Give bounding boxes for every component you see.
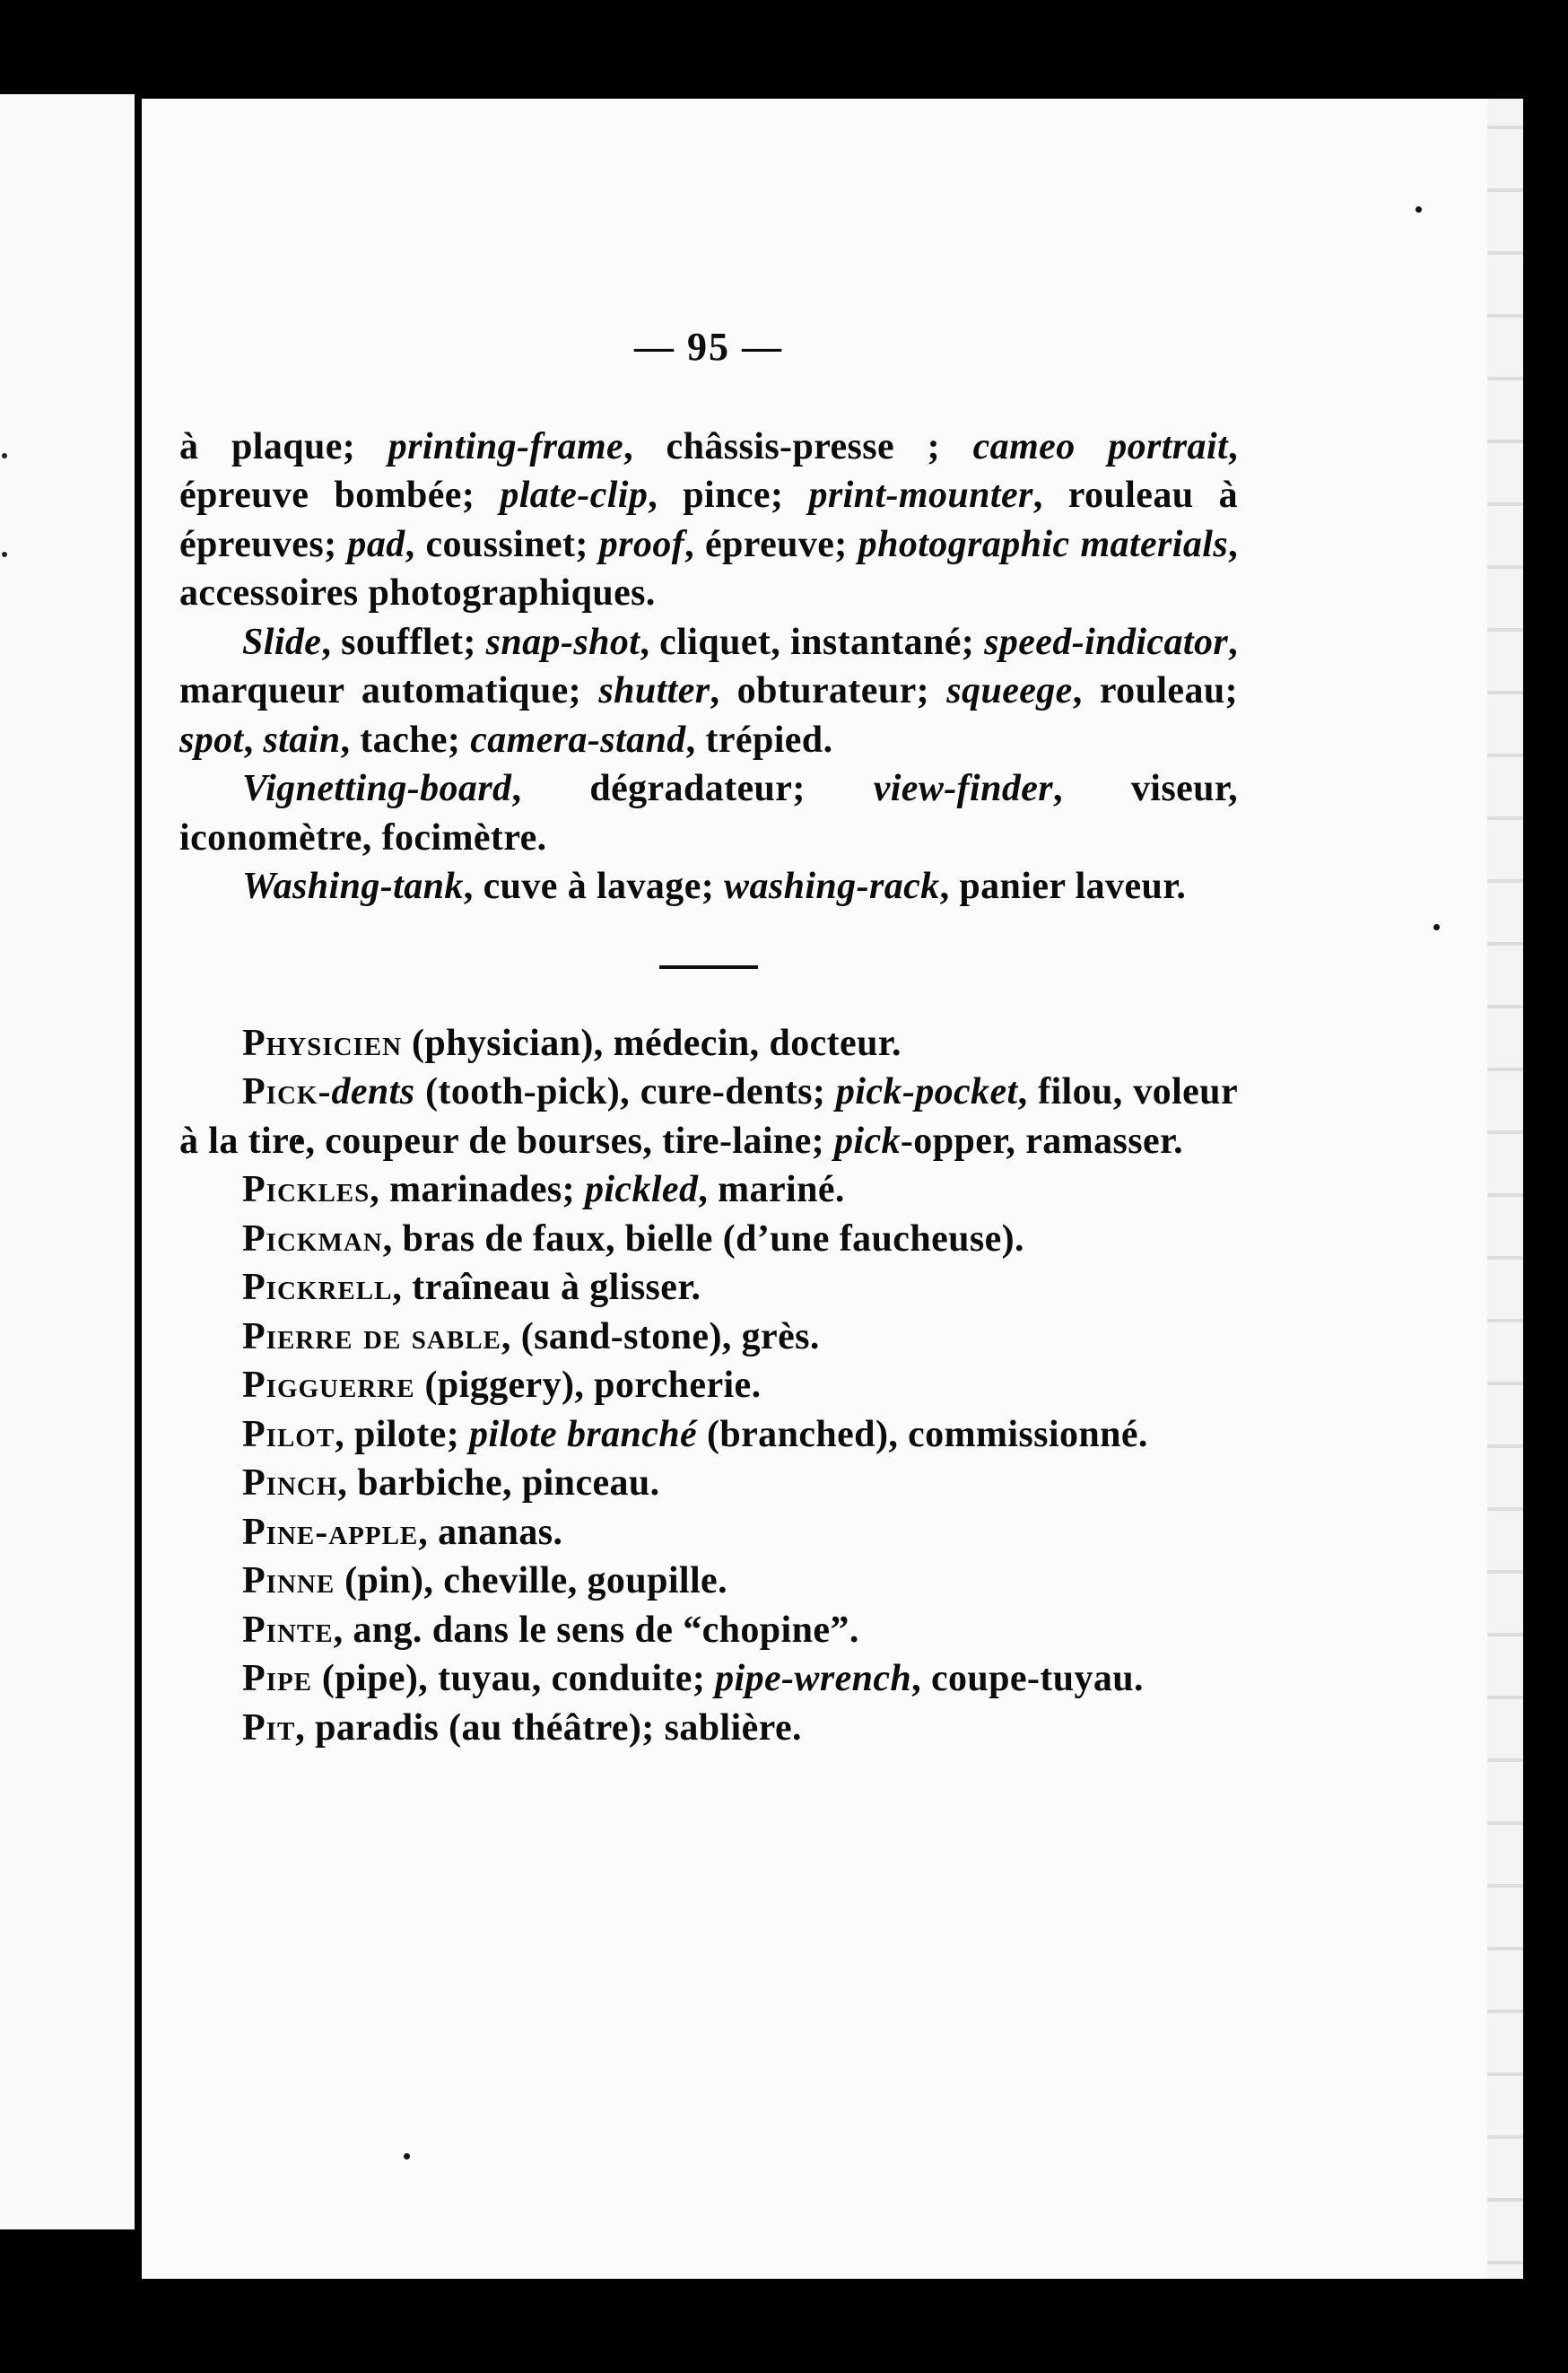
headword: Pickles — [242, 1169, 370, 1210]
definition-text: , barbiche, pinceau. — [337, 1462, 660, 1504]
italic-term: Vignetting-board — [242, 768, 512, 809]
definition-text: (tooth-pick), cure-dents; — [414, 1071, 836, 1112]
italic-term: print-mounter — [808, 475, 1033, 516]
italic-term: squeege — [946, 670, 1073, 711]
definition-text: , trépied. — [685, 719, 833, 761]
dictionary-entry — [179, 1313, 1238, 1362]
ink-speck — [404, 2153, 410, 2159]
definition-text: , dégradateur; — [511, 768, 874, 809]
definition-text: , panier laveur. — [939, 866, 1187, 907]
definition-text: (physician), médecin, docteur. — [402, 1022, 902, 1064]
italic-term: cameo portrait — [972, 425, 1229, 467]
dictionary-entry — [179, 1557, 1238, 1606]
dictionary-entry — [179, 1606, 1238, 1655]
definition-text: , paradis (au théâtre); sablière. — [295, 1706, 802, 1749]
headword: Pinch — [242, 1462, 338, 1504]
definition-text: , pilote; — [335, 1413, 469, 1455]
definition-text: , cuve à lavage; — [463, 866, 725, 907]
vocabulary-paragraphs — [179, 423, 1238, 912]
definition-text: , rouleau à épreuves; — [179, 475, 1238, 565]
definition-text: -opper, ramasser. — [900, 1120, 1184, 1162]
italic-term: dents — [331, 1071, 415, 1112]
headword: Pit — [242, 1706, 296, 1749]
headword: Pickrell — [242, 1267, 393, 1308]
headword: Pierre de sable — [242, 1315, 501, 1357]
italic-term: speed-indicator — [984, 621, 1229, 663]
definition-text: , viseur, iconomètre, focimètre. — [179, 768, 1238, 859]
italic-term: pickled — [584, 1169, 699, 1210]
dictionary-entry — [179, 1508, 1238, 1557]
definition-text: , ananas. — [418, 1511, 563, 1553]
definition-text: , traîneau à glisser. — [392, 1267, 701, 1308]
italic-term: Washing-tank — [242, 866, 464, 907]
definition-text: , châssis-presse ; — [623, 425, 973, 467]
dictionary-entry — [179, 1263, 1238, 1313]
italic-term: plate-clip — [500, 475, 649, 516]
dictionary-entry — [179, 1068, 1238, 1165]
facing-page-edge — [0, 94, 135, 2229]
headword: Pickman — [242, 1217, 383, 1260]
definition-text: , coussinet; — [405, 523, 599, 565]
definition-text: , mariné. — [698, 1169, 845, 1210]
headword: Pinne — [242, 1560, 335, 1601]
italic-term: washing-rack — [724, 866, 940, 907]
section-divider — [659, 965, 758, 969]
page-edge-shadow — [1487, 99, 1523, 2279]
italic-term: view-finder — [873, 768, 1054, 809]
paragraph — [179, 764, 1238, 862]
definition-text: , marqueur automatique; — [179, 621, 1238, 711]
italic-term: photographic materials — [858, 523, 1229, 565]
definition-text: , épreuve; — [684, 523, 858, 565]
italic-term: proof — [598, 523, 685, 565]
italic-term: pipe-wrench — [715, 1658, 912, 1699]
dictionary-entry — [179, 1654, 1238, 1704]
definition-text: , filou, voleur à la tire, coupeur de bourses, tire-laine; — [179, 1071, 1238, 1162]
definition-text: , cliquet, instantané; — [640, 621, 985, 663]
headword: Pick- — [242, 1071, 332, 1112]
paragraph — [179, 618, 1238, 765]
italic-term: Slide — [242, 621, 322, 663]
dictionary-entries — [179, 1019, 1238, 1753]
definition-text: , marinades; — [370, 1169, 585, 1210]
definition-text: , épreuve bombée; — [179, 425, 1238, 516]
italic-term: pick-pocket — [835, 1071, 1018, 1112]
definition-text: , ang. dans le sens de “chopine”. — [333, 1609, 859, 1651]
dictionary-entry — [179, 1215, 1238, 1264]
headword: Pipe — [242, 1658, 312, 1699]
italic-term: spot — [179, 719, 244, 761]
definition-text: , rouleau; — [1072, 670, 1238, 711]
italic-term: pick — [833, 1120, 901, 1162]
dictionary-entry — [179, 1459, 1238, 1508]
italic-term: pad — [347, 523, 405, 565]
definition-text: à plaque; — [179, 425, 388, 467]
page-number: — 95 — — [634, 325, 783, 369]
definition-text: , accessoires photographiques. — [179, 523, 1238, 614]
definition-text: , tache; — [340, 719, 471, 761]
headword: Physicien — [242, 1022, 403, 1064]
ink-speck — [1433, 924, 1440, 930]
headword: Pinte — [242, 1609, 334, 1651]
definition-text: , soufflet; — [321, 621, 486, 663]
italic-term: shutter — [598, 670, 710, 711]
dictionary-entry — [179, 1704, 1238, 1753]
definition-text: (pin), cheville, goupille. — [335, 1560, 727, 1601]
dictionary-entry — [179, 1019, 1238, 1069]
headword: Pine-apple — [242, 1511, 419, 1553]
italic-term: pilote branché — [469, 1413, 698, 1455]
headword: Pigguerre — [242, 1365, 415, 1406]
paragraph — [179, 862, 1238, 912]
headword: Pilot — [242, 1413, 335, 1455]
definition-text: , pince; — [648, 475, 809, 516]
definition-text: , coupe-tuyau. — [911, 1658, 1144, 1699]
definition-text: (piggery), porcherie. — [414, 1365, 762, 1406]
ink-speck — [2, 552, 7, 557]
dictionary-entry — [179, 1410, 1238, 1460]
italic-term: stain — [263, 719, 341, 761]
definition-text: (branched), commissionné. — [697, 1413, 1148, 1455]
ink-speck — [2, 453, 7, 458]
definition-text: (pipe), tuyau, conduite; — [312, 1658, 716, 1699]
definition-text: , — [243, 719, 264, 761]
italic-term: printing-frame — [388, 425, 624, 467]
page-text — [179, 323, 1238, 1752]
definition-text: , obturateur; — [710, 670, 947, 711]
italic-term: camera-stand — [470, 719, 686, 761]
ink-speck — [1416, 206, 1422, 213]
definition-text: , (sand-stone), grès. — [501, 1315, 820, 1357]
italic-term: snap-shot — [485, 621, 640, 663]
dictionary-entry — [179, 1165, 1238, 1215]
definition-text: , bras de faux, bielle (d’une faucheuse). — [382, 1217, 1024, 1260]
paragraph — [179, 423, 1238, 618]
dictionary-entry — [179, 1361, 1238, 1410]
